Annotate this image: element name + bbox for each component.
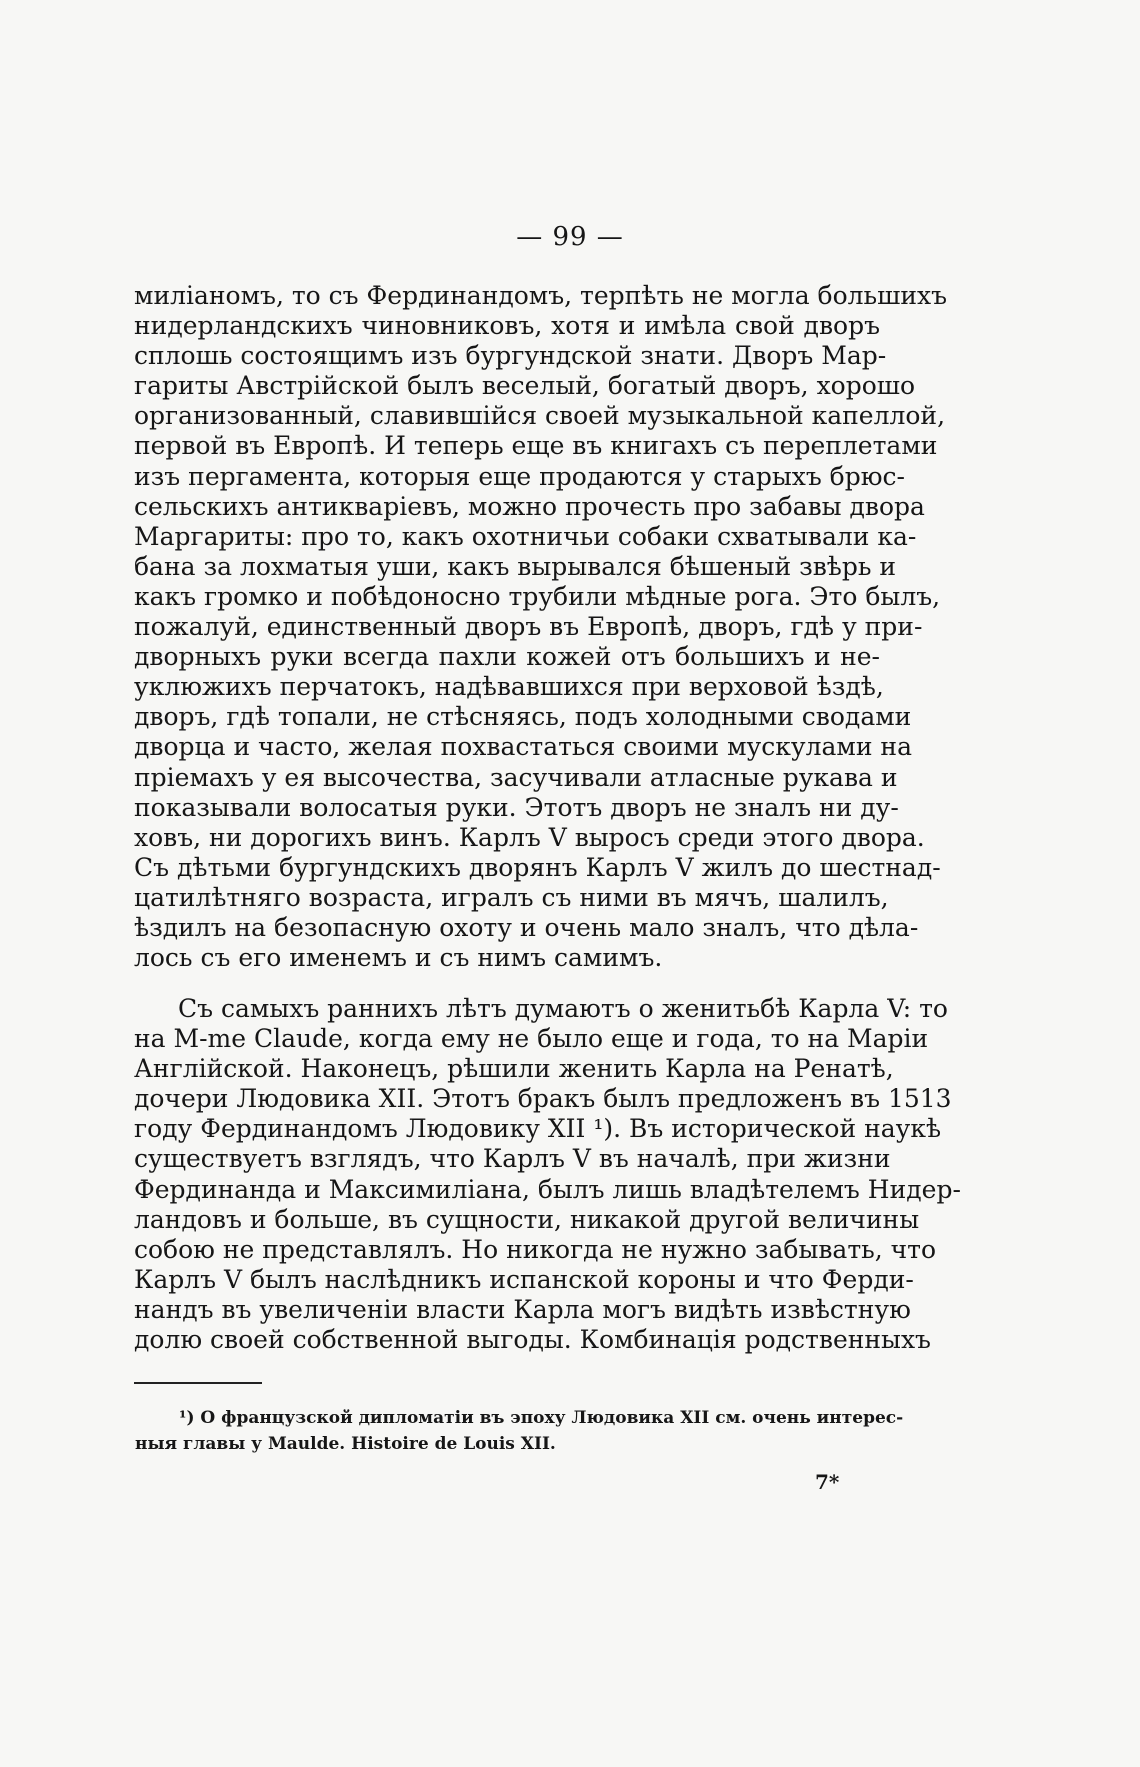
text-line: собою не представлялъ. Но никогда не нужно забывать, что [134,1234,937,1264]
signature-mark: 7* [815,1470,840,1494]
text-line: бана за лохматыя уши, какъ вырывался бѣшеный звѣрь и [134,551,897,581]
text-line: сплошь состоящимъ изъ бургундской знати. Дворъ Мар- [134,341,887,371]
text-line: Англійской. Наконецъ, рѣшили женить Карла на Ренатѣ, [134,1054,894,1084]
text-line: году Фердинандомъ Людовику XII ¹). Въ исторической наукѣ [134,1114,942,1144]
text-line: дворца и часто, желая похвастаться своими мускулами на [134,732,913,762]
text-line: миліаномъ, то съ Фердинандомъ, терпѣть не могла большихъ [134,281,948,310]
text-line: дочери Людовика XII. Этотъ бракъ былъ предложенъ въ 1513 [134,1084,952,1114]
text-line: изъ пергамента, которыя еще продаются у старыхъ брюс- [134,461,905,491]
footnote-divider [134,1382,262,1384]
text-line: сельскихъ антикваріевъ, можно прочесть про забавы двора [134,491,925,521]
text-line: первой въ Европѣ. И теперь еще въ книгахъ съ переплетами [134,431,938,461]
text-line: ландовъ и больше, въ сущности, никакой другой величины [134,1204,920,1234]
text-line: пожалуй, единственный дворъ въ Европѣ, дворъ, гдѣ у при- [134,612,923,642]
text-line: ховъ, ни дорогихъ винъ. Карлъ V выросъ среди этого двора. [134,822,925,852]
text-line: Карлъ V былъ наслѣдникъ испанской короны и что Ферди- [134,1264,914,1294]
text-line: существуетъ взглядъ, что Карлъ V въ началѣ, при жизни [134,1144,891,1174]
text-line: лось съ его именемъ и съ нимъ самимъ. [134,943,663,973]
text-line: показывали волосатыя руки. Этотъ дворъ не зналъ ни ду- [134,792,899,822]
paragraph-2 [134,994,961,1355]
page-number: — 99 — [516,222,624,252]
text-line: пріемахъ у ея высочества, засучивали атласные рукава и [134,762,898,792]
text-line: долю своей собственной выгоды. Комбинація родственныхъ [134,1325,931,1355]
text-line: нандъ въ увеличеніи власти Карла могъ видѣть извѣстную [134,1294,911,1324]
footnote-line: ¹) О французской дипломатіи въ эпоху Людовика XII см. очень интерес- [179,1408,904,1428]
text-line: Съ дѣтьми бургундскихъ дворянъ Карлъ V жилъ до шестнад- [134,852,941,882]
text-line: ѣздилъ на безопасную охоту и очень мало зналъ, что дѣла- [134,912,919,942]
text-line: уклюжихъ перчатокъ, надѣвавшихся при верховой ѣздѣ, [134,672,884,702]
text-line: организованный, славившійся своей музыкальной капеллой, [134,401,946,431]
footnote-line: ныя главы у Maulde. Histoire de Louis XII. [135,1434,556,1454]
text-line: дворныхъ руки всегда пахли кожей отъ большихъ и не- [134,642,880,672]
footnote [135,1405,904,1457]
text-line: нидерландскихъ чиновниковъ, хотя и имѣла свой дворъ [134,311,880,341]
text-line: дворъ, гдѣ топали, не стѣсняясь, подъ холодными сводами [134,702,912,732]
text-line: цатилѣтняго возраста, игралъ съ ними въ мячъ, шалилъ, [134,882,889,912]
text-line: гариты Австрійской былъ веселый, богатый дворъ, хорошо [134,371,916,401]
text-line: Съ самыхъ раннихъ лѣтъ думаютъ о женитьбѣ Карла V: то [178,994,948,1023]
text-line: какъ громко и побѣдоносно трубили мѣдные рога. Это былъ, [134,581,941,611]
paragraph-1 [134,281,948,973]
text-line: на M-me Claude, когда ему не было еще и года, то на Маріи [134,1024,929,1054]
text-line: Маргариты: про то, какъ охотничьи собаки схватывали ка- [134,521,917,551]
text-line: Фердинанда и Максимиліана, былъ лишь владѣтелемъ Нидер- [134,1174,961,1204]
